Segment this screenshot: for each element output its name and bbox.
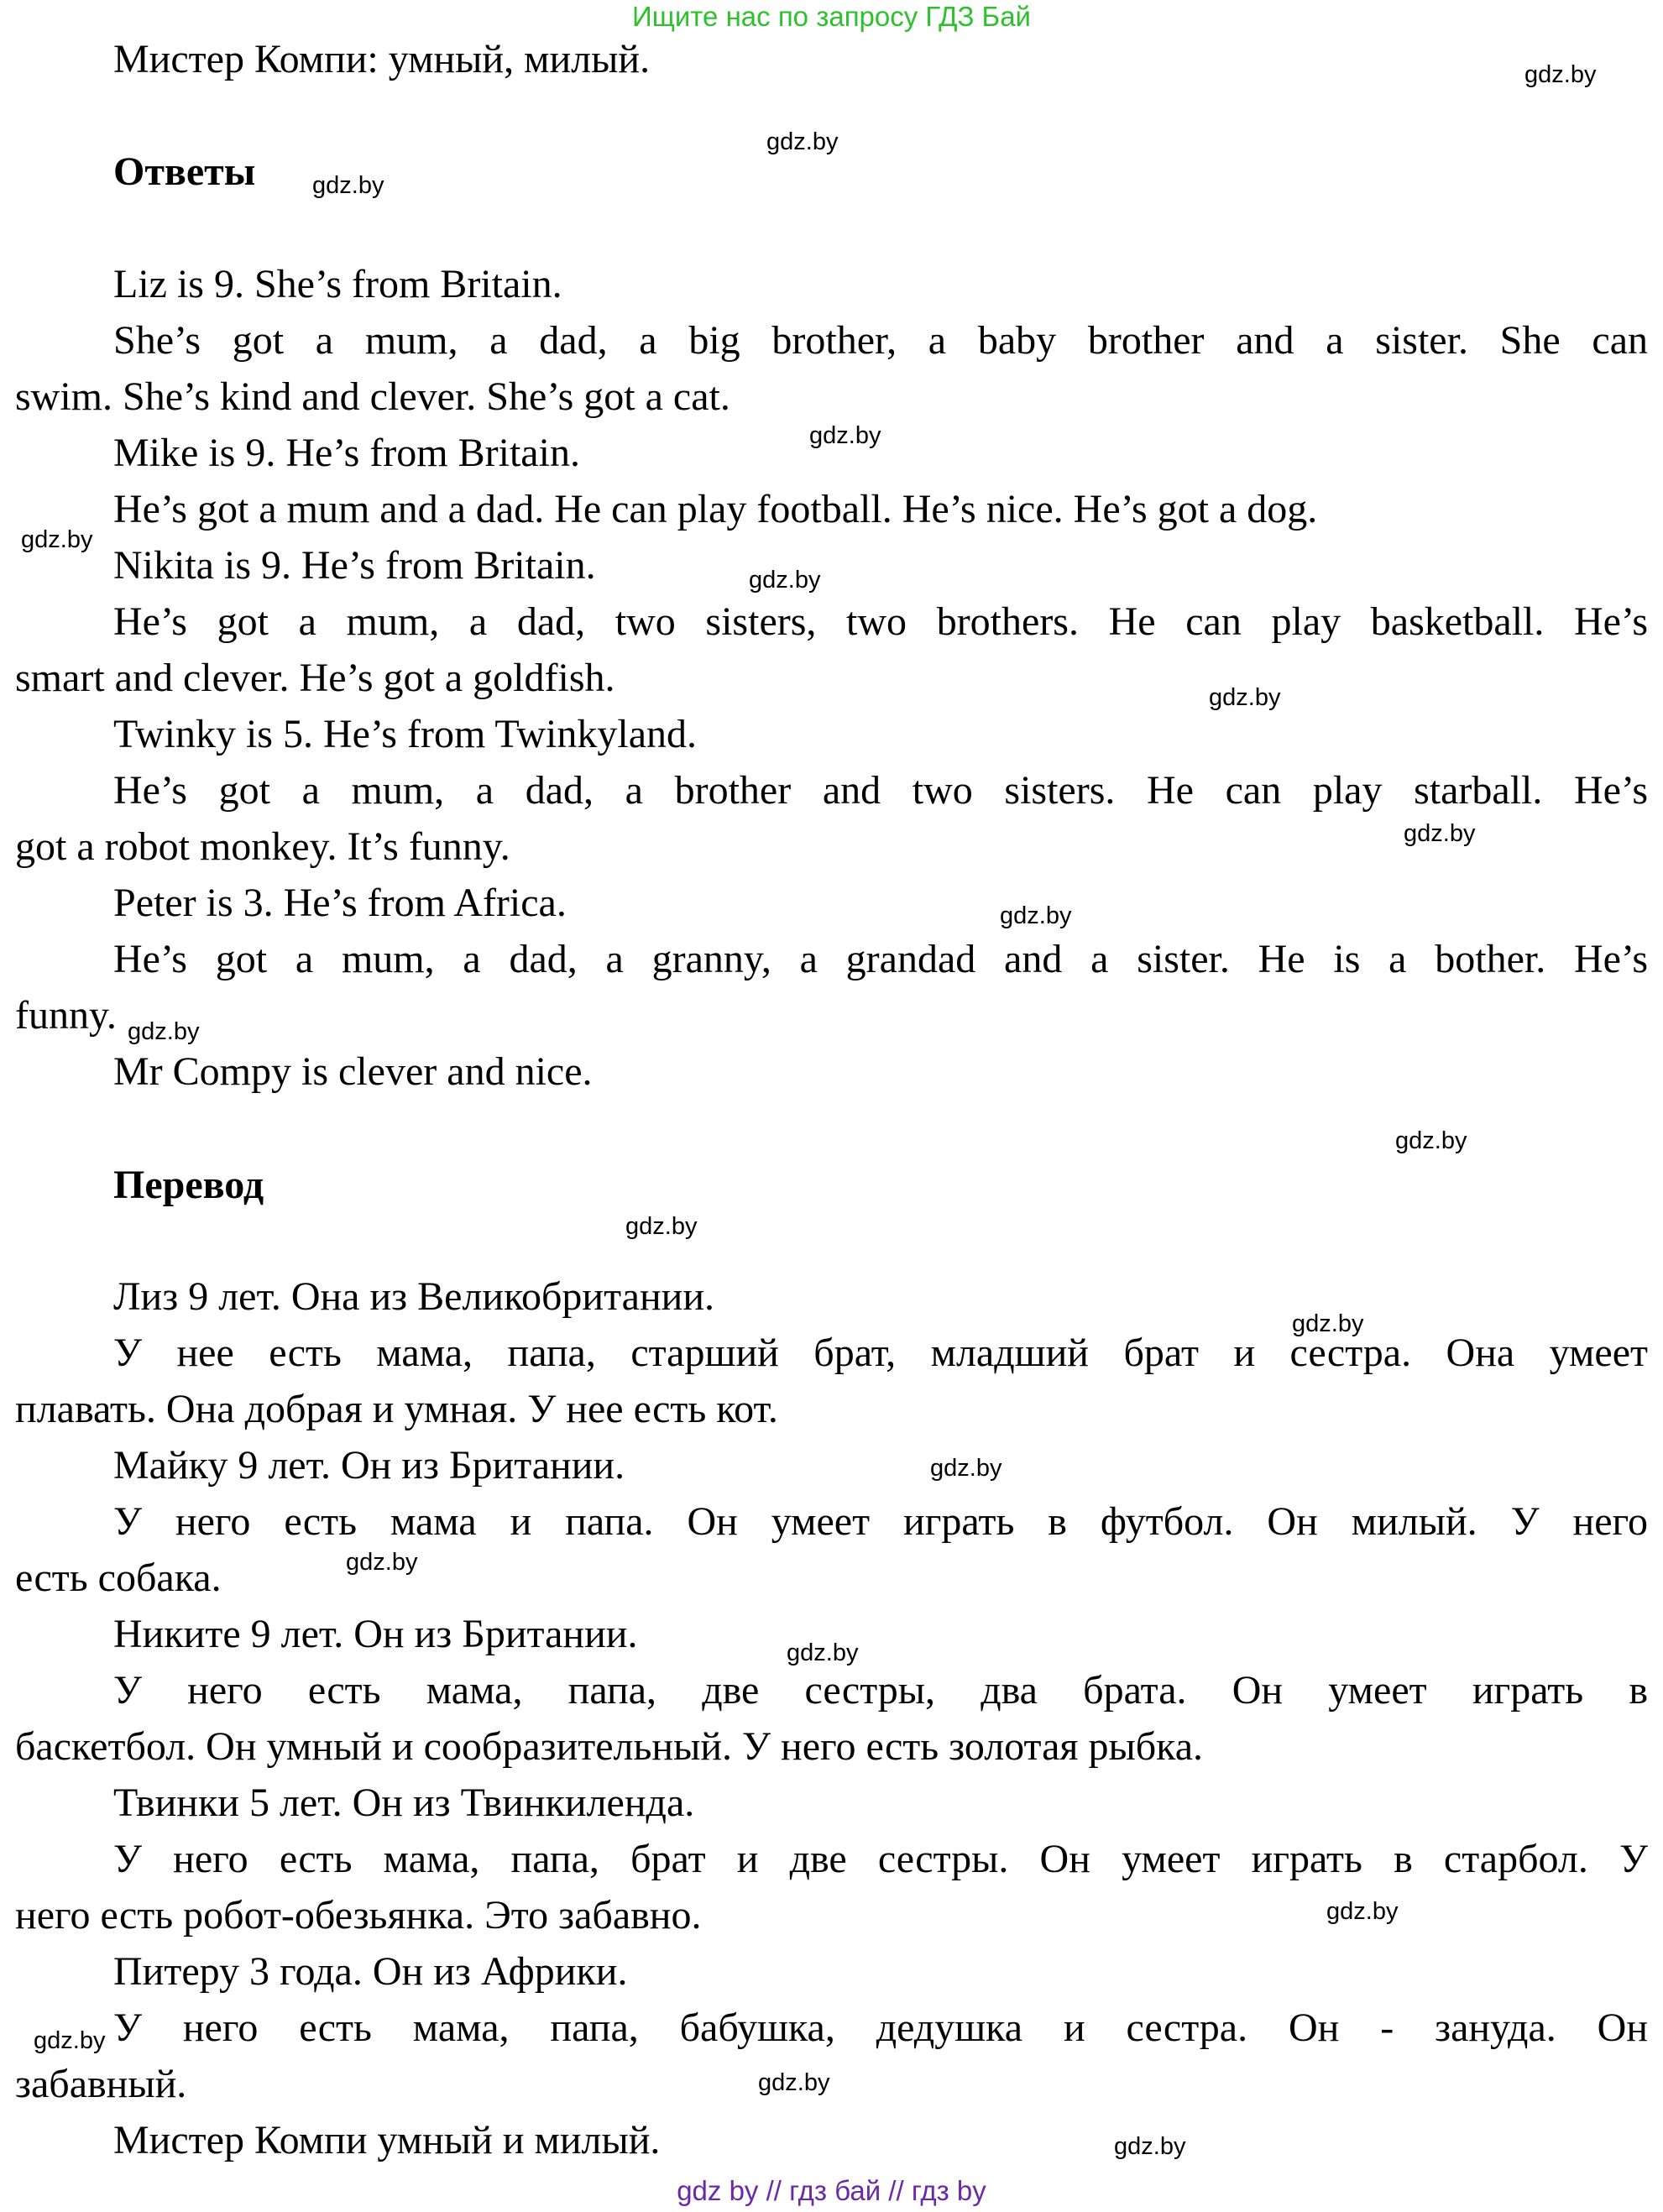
translation-heading: Перевод xyxy=(113,1163,264,1207)
answer-line: swim. She’s kind and clever. She’s got a cat. xyxy=(15,374,730,419)
top-banner[interactable]: Ищите нас по запросу ГДЗ Бай xyxy=(632,1,1031,32)
translation-line: забавный. xyxy=(15,2062,187,2106)
watermark: gdz.by xyxy=(1326,1898,1399,1925)
answer-line: Mr Compy is clever and nice. xyxy=(113,1049,593,1094)
watermark: gdz.by xyxy=(1292,1310,1364,1337)
watermark: gdz.by xyxy=(34,2027,106,2054)
translation-line: него есть робот-обезьянка. Это забавно. xyxy=(15,1893,702,1937)
translation-line: баскетбол. Он умный и сообразительный. У него есть золотая рыбка. xyxy=(15,1724,1204,1769)
answer-line: Nikita is 9. He’s from Britain. xyxy=(113,543,596,588)
watermark: gdz.by xyxy=(809,422,881,449)
answer-line: Liz is 9. She’s from Britain. xyxy=(113,262,562,306)
translation-line: Лиз 9 лет. Она из Великобритании. xyxy=(113,1274,715,1319)
answer-line: He’s got a mum, a dad, a brother and two sisters. He can play starball. He’s xyxy=(113,768,1648,813)
top-line: Мистер Компи: умный, милый. xyxy=(113,37,651,81)
watermark: gdz.by xyxy=(787,1639,859,1666)
watermark: gdz.by xyxy=(930,1455,1002,1482)
translation-line: Майку 9 лет. Он из Британии. xyxy=(113,1443,625,1488)
translation-line: Твинки 5 лет. Он из Твинкиленда. xyxy=(113,1781,695,1825)
answer-line: Mike is 9. He’s from Britain. xyxy=(113,431,580,475)
answer-line: Twinky is 5. He’s from Twinkyland. xyxy=(113,712,698,756)
answer-line: He’s got a mum, a dad, a granny, a grandad and a sister. He is a bother. He’s xyxy=(113,937,1648,981)
watermark: gdz.by xyxy=(1524,61,1597,88)
watermark: gdz.by xyxy=(128,1018,200,1045)
watermark: gdz.by xyxy=(1114,2133,1186,2160)
translation-line: У нее есть мама, папа, старший брат, младший брат и сестра. Она умеет xyxy=(113,1331,1648,1375)
answer-line: funny. xyxy=(15,993,117,1038)
translation-line: плавать. Она добрая и умная. У нее есть кот. xyxy=(15,1387,778,1431)
answer-line: smart and clever. He’s got a goldfish. xyxy=(15,656,615,700)
watermark: gdz.by xyxy=(21,526,93,553)
translation-line: У него есть мама, папа, две сестры, два брата. Он умеет играть в xyxy=(113,1668,1648,1713)
translation-line: У него есть мама, папа, бабушка, дедушка и сестра. Он - зануда. Он xyxy=(113,2005,1648,2050)
translation-line: Питеру 3 года. Он из Африки. xyxy=(113,1949,628,1994)
answers-heading: Ответы xyxy=(113,149,256,194)
answer-line: He’s got a mum and a dad. He can play football. He’s nice. He’s got a dog. xyxy=(113,487,1318,531)
watermark: gdz.by xyxy=(1404,820,1476,847)
answer-line: She’s got a mum, a dad, a big brother, a baby brother and a sister. She can xyxy=(113,318,1648,363)
watermark: gdz.by xyxy=(625,1213,698,1240)
answer-line: got a robot monkey. It’s funny. xyxy=(15,824,510,869)
translation-line: есть собака. xyxy=(15,1556,222,1600)
answer-line: Peter is 3. He’s from Africa. xyxy=(113,881,567,925)
watermark: gdz.by xyxy=(1000,902,1072,929)
watermark: gdz.by xyxy=(1395,1127,1467,1154)
watermark: gdz.by xyxy=(749,567,821,594)
translation-line: Никите 9 лет. Он из Британии. xyxy=(113,1612,638,1656)
watermark: gdz.by xyxy=(346,1549,418,1576)
watermark: gdz.by xyxy=(1209,684,1281,711)
answer-line: He’s got a mum, a dad, two sisters, two brothers. He can play basketball. He’s xyxy=(113,599,1648,644)
translation-line: У него есть мама, папа, брат и две сестры. Он умеет играть в старбол. У xyxy=(113,1837,1648,1881)
watermark: gdz.by xyxy=(766,128,839,155)
bottom-links[interactable]: gdz by // гдз бай // гдз by xyxy=(677,2175,986,2206)
translation-line: У него есть мама и папа. Он умеет играть в футбол. Он милый. У него xyxy=(113,1499,1648,1544)
translation-line: Мистер Компи умный и милый. xyxy=(113,2118,661,2162)
watermark: gdz.by xyxy=(312,172,384,199)
watermark: gdz.by xyxy=(758,2069,830,2096)
